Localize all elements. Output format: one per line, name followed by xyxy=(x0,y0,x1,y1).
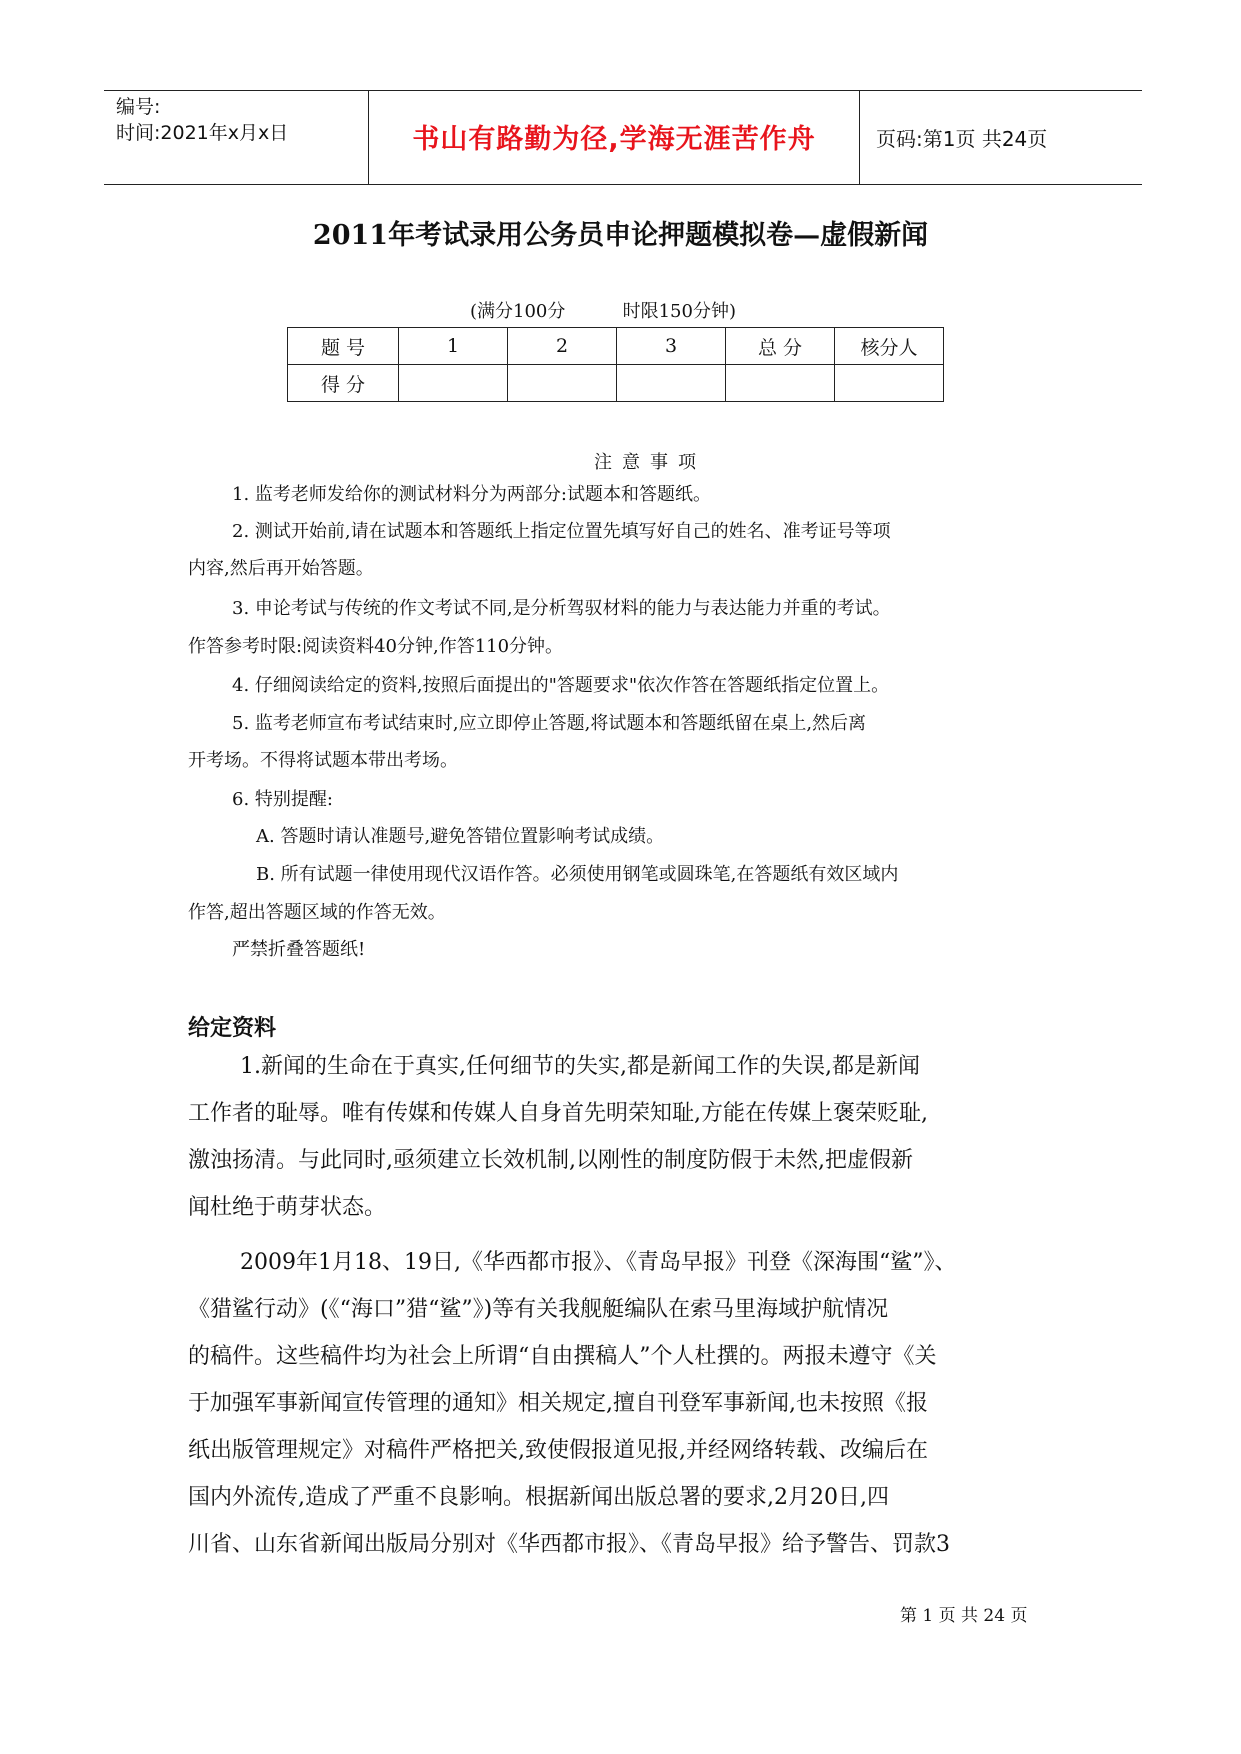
score-table-score-row xyxy=(288,365,944,402)
section-heading: 给定资料 xyxy=(188,1016,277,1041)
note-line: A. 答题时请认准题号,避免答错位置影响考试成绩。 xyxy=(256,826,665,847)
header-divider xyxy=(368,91,369,184)
note-line: 2. 测试开始前,请在试题本和答题纸上指定位置先填写好自己的姓名、准考证号等项 xyxy=(232,521,891,542)
material-line: 《猎鲨行动》(《“海口”猎“鲨”》)等有关我舰艇编队在索马里海域护航情况 xyxy=(188,1297,889,1322)
material-line: 于加强军事新闻宣传管理的通知》相关规定,擅自刊登军事新闻,也未按照《报 xyxy=(188,1391,928,1416)
note-line: 1. 监考老师发给你的测试材料分为两部分:试题本和答题纸。 xyxy=(232,484,711,505)
score-table-cell xyxy=(835,365,944,402)
serial-label: 编号: xyxy=(116,96,161,118)
material-line: 国内外流传,造成了严重不良影响。根据新闻出版总署的要求,2月20日,四 xyxy=(188,1485,889,1510)
material-line: 1.新闻的生命在于真实,任何细节的失实,都是新闻工作的失误,都是新闻 xyxy=(240,1054,920,1079)
note-line: B. 所有试题一律使用现代汉语作答。必须使用钢笔或圆珠笔,在答题纸有效区域内 xyxy=(256,864,899,885)
header-motto: 书山有路勤为径,学海无涯苦作舟 xyxy=(412,124,816,155)
material-line: 川省、山东省新闻出版局分别对《华西都市报》、《青岛早报》给予警告、罚款3 xyxy=(188,1532,950,1557)
note-line: 严禁折叠答题纸! xyxy=(232,939,366,960)
note-line: 6. 特别提醒: xyxy=(232,789,333,810)
score-table-cell xyxy=(508,365,617,402)
notes-title: 注意事项 xyxy=(594,452,706,473)
score-table-cell xyxy=(617,365,726,402)
score-table-cell: 1 xyxy=(399,328,508,365)
page-header xyxy=(104,90,1142,185)
header-meta xyxy=(116,91,368,184)
header-page-number: 页码:第1页 共24页 xyxy=(876,127,1048,151)
header-divider xyxy=(859,91,860,184)
material-line: 的稿件。这些稿件均为社会上所谓“自由撰稿人”个人杜撰的。两报未遵守《关 xyxy=(188,1344,937,1369)
material-line: 2009年1月18、19日,《华西都市报》、《青岛早报》刊登《深海围“鲨”》、 xyxy=(240,1250,957,1275)
material-line: 纸出版管理规定》对稿件严格把关,致使假报道见报,并经网络转载、改编后在 xyxy=(188,1438,928,1463)
score-table-cell: 2 xyxy=(508,328,617,365)
note-line: 内容,然后再开始答题。 xyxy=(188,558,374,579)
score-table-cell: 3 xyxy=(617,328,726,365)
page-footer: 第 1 页 共 24 页 xyxy=(900,1606,1028,1626)
score-table-cell: 核分人 xyxy=(835,328,944,365)
note-line: 作答,超出答题区域的作答无效。 xyxy=(188,902,446,923)
note-line: 4. 仔细阅读给定的资料,按照后面提出的"答题要求"依次作答在答题纸指定位置上。 xyxy=(232,675,890,696)
note-line: 5. 监考老师宣布考试结束时,应立即停止答题,将试题本和答题纸留在桌上,然后离 xyxy=(232,713,867,734)
document-title: 2011年考试录用公务员申论押题模拟卷—虚假新闻 xyxy=(312,220,929,251)
score-table-cell xyxy=(399,365,508,402)
score-table xyxy=(287,327,944,402)
time-label: 时间:2021年x月x日 xyxy=(116,122,289,144)
note-line: 作答参考时限:阅读资料40分钟,作答110分钟。 xyxy=(188,636,564,657)
note-line: 3. 申论考试与传统的作文考试不同,是分析驾驭材料的能力与表达能力并重的考试。 xyxy=(232,598,891,619)
material-line: 激浊扬清。与此同时,亟须建立长效机制,以刚性的制度防假于未然,把虚假新 xyxy=(188,1148,913,1173)
score-table-cell: 题 号 xyxy=(288,328,399,365)
score-info: (满分100分 时限150分钟) xyxy=(470,301,736,322)
material-line: 工作者的耻辱。唯有传媒和传媒人自身首先明荣知耻,方能在传媒上褒荣贬耻, xyxy=(188,1101,928,1126)
score-table-header-row xyxy=(288,328,944,365)
score-table-cell xyxy=(726,365,835,402)
score-table-cell: 得 分 xyxy=(288,365,399,402)
material-line: 闻杜绝于萌芽状态。 xyxy=(188,1195,387,1220)
note-line: 开考场。不得将试题本带出考场。 xyxy=(188,750,458,771)
score-table-cell: 总 分 xyxy=(726,328,835,365)
